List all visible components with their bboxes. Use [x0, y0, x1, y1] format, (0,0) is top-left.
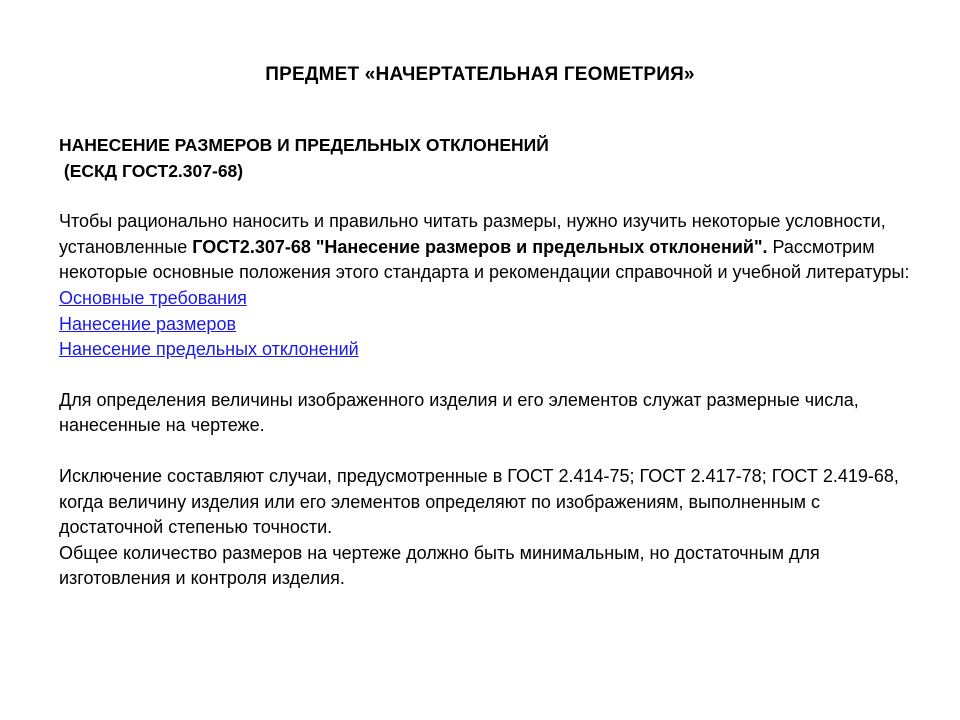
slide-title: ПРЕДМЕТ «НАЧЕРТАТЕЛЬНАЯ ГЕОМЕТРИЯ»	[265, 64, 695, 85]
spacer	[59, 184, 919, 209]
paragraph-exceptions: Исключение составляют случаи, предусмотренные в ГОСТ 2.414-75; ГОСТ 2.417-78; ГОСТ 2.419-68, когда величину изделия или его элементов определяют по изображениям, выполненным с достаточной степенью точности.	[59, 465, 899, 538]
link-limit-deviations[interactable]: Нанесение предельных отклонений	[59, 339, 359, 360]
paragraph-dimension-numbers: Для определения величины изображенного изделия и его элементов служат размерные числа, нанесенные на чертеже.	[59, 389, 859, 436]
intro-standard-reference: ГОСТ2.307-68 "Нанесение размеров и предельных отклонений".	[192, 236, 768, 257]
intro-paragraph	[59, 209, 919, 286]
spacer	[59, 363, 919, 388]
link-basic-requirements[interactable]: Основные требования	[59, 287, 247, 308]
intro-text-start: Чтобы рационально наносить и правильно читать размеры, нужно изучить некоторые условности, установленные	[59, 211, 886, 257]
link-list	[59, 286, 919, 363]
paragraph-dimension-count: Общее количество размеров на чертеже должно быть минимальным, но достаточным для изготовления и контроля изделия.	[59, 542, 820, 589]
section-heading	[59, 133, 919, 184]
intro-text-end: Рассмотрим некоторые основные положения этого стандарта и рекомендации справочной и учебной литературы:	[59, 236, 910, 283]
slide-content	[59, 133, 919, 592]
link-dimensioning[interactable]: Нанесение размеров	[59, 313, 237, 334]
section-heading-line1: НАНЕСЕНИЕ РАЗМЕРОВ И ПРЕДЕЛЬНЫХ ОТКЛОНЕНИЙ	[59, 135, 549, 155]
spacer	[59, 439, 919, 464]
section-heading-line2: (ЕСКД ГОСТ2.307-68)	[59, 160, 244, 181]
